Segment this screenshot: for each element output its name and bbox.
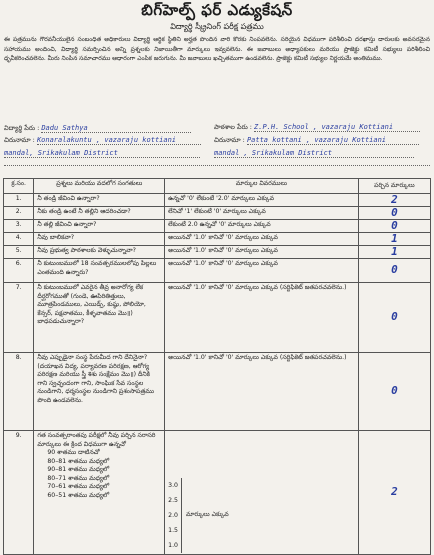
row-question: నీ తండ్రి జీవించి ఉన్నారా? [34, 194, 165, 207]
row-mark-details: అయినచో '1.0' కానిచో '0' మార్కులు ఎక్కువ [165, 233, 359, 246]
student-name-field: విద్యార్థి పేరు : Dadu Sathya [4, 124, 191, 134]
range-item: 80–71 శాతము మధ్యలో [47, 474, 110, 482]
row-question: నీ కుటుంబములో 18 సంవత్సరములలోపు పిల్లలు ఎంతమంది ఉన్నారు? [34, 259, 165, 283]
row-score: 2 [358, 431, 430, 555]
row-number: 7. [4, 283, 34, 353]
row-number: 3. [4, 220, 34, 233]
separator-line [4, 165, 430, 166]
row-score: 0 [358, 259, 430, 283]
range-item: 60–51 శాతము మధ్యలో [47, 491, 110, 499]
range-item: 90–81 శాతము మధ్యలో [47, 466, 110, 473]
row-number: 9. [4, 431, 34, 555]
row-mark-details: లేనిచో '1' లేకుంటే '0' మార్కులు ఎక్కువ [165, 207, 359, 220]
student-name-label: విద్యార్థి పేరు [4, 124, 36, 132]
table-row [4, 207, 431, 220]
school-address-label: చిరునామా [214, 136, 241, 144]
school-address-field: చిరునామా : Patta kottani , vazaraju Kottiani [214, 136, 419, 146]
screening-table [3, 178, 431, 555]
student-address-label: చిరునామా [4, 136, 31, 144]
row-mark-details: లేకుంటే 2.0 ఉన్నచో '0' మార్కులు ఎక్కువ [165, 220, 359, 233]
scale-value: 2.0 [168, 512, 178, 519]
school-name-value: Z.P.H. School , vazaraju Kottiani [254, 123, 420, 132]
scale-value: 1.0 [168, 542, 178, 549]
row-score: 2 [358, 194, 430, 207]
row-question: నీవు బాలికవా? [34, 233, 165, 246]
school-address-line2-field [214, 149, 414, 158]
student-name-value: Dadu Sathya [41, 124, 191, 133]
row-mark-details: అయినచో '1.0' కానిచో '0' మార్కులు ఎక్కువ [165, 246, 359, 259]
student-address-line1: Konaralakuntu , vazaraju kottiani [37, 136, 201, 145]
row-number: 1. [4, 194, 34, 207]
table-row [4, 194, 431, 207]
row-question: నీ కుటుంబములో ఎవరైన తీవ్ర అనారోగ్య లేక దీర్ఘరోగముతో (గుండె, ఊపిరితిత్తులు, మూత్రపిండములు, ఎయిడ్స్, కుష్ఠు, పోలియో, కేన్సర్, పక్షవాతము, కీళ్ళవాతము మొ॥) బాధపడుచున్నారా? [34, 283, 165, 353]
table-row [4, 246, 431, 259]
row-mark-details: ఉన్నచో '0' లేకుంటే '2.0' మార్కులు ఎక్కువ [165, 194, 359, 207]
row-number: 2. [4, 207, 34, 220]
header-mark-details: మార్కుల వివరములు [165, 179, 359, 194]
row-mark-details: అయినచో '1.0' కానిచో '0' మార్కులు ఎక్కువ (సర్టిఫికెట్ జతపరచవలెను.) [165, 283, 359, 353]
row-question [34, 431, 165, 555]
header-marks-scored: పర్చిన మార్కులు [358, 179, 430, 194]
form-title: బిగ్‌హెల్ప్ ఫర్ ఎడ్యుకేషన్ [141, 1, 293, 19]
table-row [4, 233, 431, 246]
row-score: 1 [358, 246, 430, 259]
row-number: 6. [4, 259, 34, 283]
row-question: నీవు ఎప్పుడైనా సంస్థ పేరుమీద గాని దేనినైనా? (దయాఖన విద్య, పర్యావరణ పరిరక్షణ, ఆరోగ్య పరిరక్షణ మరియు స్త్రీ శిశు సంక్షేమం మొ॥) దీనికి గాని స్వచ్ఛందంగా గాని, సాంఘిక సేవ సంస్థల నుండిగాని, ధర్మసంస్థల నుండిగాని ప్రశంసాపత్రము పొంది ఉండవలెను. [34, 353, 165, 431]
row-score: 0 [358, 353, 430, 431]
row-score: 1 [358, 233, 430, 246]
row-number: 5. [4, 246, 34, 259]
scale-values [168, 478, 182, 553]
table-header-row [4, 179, 431, 194]
range-item: 70–61 శాతము మధ్యలో [47, 483, 110, 490]
marks-scale [168, 478, 355, 553]
row-score: 0 [358, 283, 430, 353]
table-row [4, 283, 431, 353]
row-score: 0 [358, 207, 430, 220]
row-question: నీ తల్లి జీవించి ఉన్నారా? [34, 220, 165, 233]
header-serial: క్ర.సం. [4, 179, 34, 194]
row-score: 0 [358, 220, 430, 233]
range-list [37, 449, 161, 500]
school-name-field: పాఠశాల పేరు : Z.P.H. School , vazaraju Kottiani [214, 123, 420, 133]
row-mark-details: అయినచో '1.0' కానిచో '0' మార్కులు ఎక్కువ (సర్టిఫికెట్ జతపరచవలెను.) [165, 353, 359, 431]
table-row [4, 259, 431, 283]
table-row [4, 431, 431, 555]
table-row [4, 353, 431, 431]
row-number: 8. [4, 353, 34, 431]
row-mark-details: అయినచో '1.0' కానిచో '0' మార్కులు ఎక్కువ [165, 259, 359, 283]
form-instructions: ఈ పత్రమును గౌరవనీయులైన సంబంధిత అధికారులు విద్యార్థి ఆర్థిక స్థితిని అర్హత పొందిన వారి కొరకు నింపవలెను. సరియైన విధముగా పరిశీలించి దరఖాస్తు దారులకు అవసరమైన సహాయము అందించి, విద్యార్థి సమర్పించిన అన్ని ప్రశ్నలకు నిజాయితీగా మార్కులు ఇవ్వవలెను. ఈ జవాబులు అధ్యాపకులు మరియు ప్రాజెక్టు కమిటీ సభ్యులు పరిశీలించి ధృవీకరించవలెను. మీరు నింపిన సమాచారము ఆధారంగా ఎంపిక జరుగును. మీ జవాబులు ఖచ్చితముగా ఉండవలెను. ప్రాజెక్టు కమిటీ సభ్యుల నిర్ణయమే అంతిమము. [4, 36, 430, 62]
student-address-line2-field [4, 149, 200, 158]
row-question: నీవు ప్రభుత్వ పాఠశాలకు వెళ్ళుచున్నావా? [34, 246, 165, 259]
scale-label: మార్కులు ఎక్కువ [186, 511, 229, 519]
school-name-label: పాఠశాల పేరు [214, 123, 248, 131]
range-item: 90 శాతము దాటినచో [47, 449, 100, 456]
header-questions: ప్రశ్నలు మరియు వదలోగ సంగతులు [34, 179, 165, 194]
row-question: నీకు తండ్రి ఉంటే నీ తల్లిని ఆదరించడా? [34, 207, 165, 220]
row-number: 4. [4, 233, 34, 246]
table-row [4, 220, 431, 233]
range-item: 80–81 శాతము మధ్యలో [47, 457, 110, 465]
school-address-line2: mandal , Srikakulam District [214, 149, 414, 158]
student-address-line2: mandal, Srikakulam District [4, 149, 200, 158]
scale-value: 3.0 [168, 482, 178, 489]
scale-value: 2.5 [168, 497, 178, 504]
form-subtitle: విద్యార్థి స్క్రీనింగ్ పరీక్ష పత్రము [170, 22, 264, 31]
student-address-field: చిరునామా : Konaralakuntu , vazaraju kottiani [4, 136, 201, 146]
row-mark-details [165, 431, 359, 555]
school-address-line1: Patta kottani , vazaraju Kottiani [247, 136, 419, 145]
row-question-text: గత సంవత్సరాంతపు పరీక్షలో నీవు పర్చిన సరాసరి మార్కులు ఈ క్రింద విధముగా ఉన్నచో [37, 432, 156, 448]
scale-value: 1.5 [168, 527, 178, 534]
